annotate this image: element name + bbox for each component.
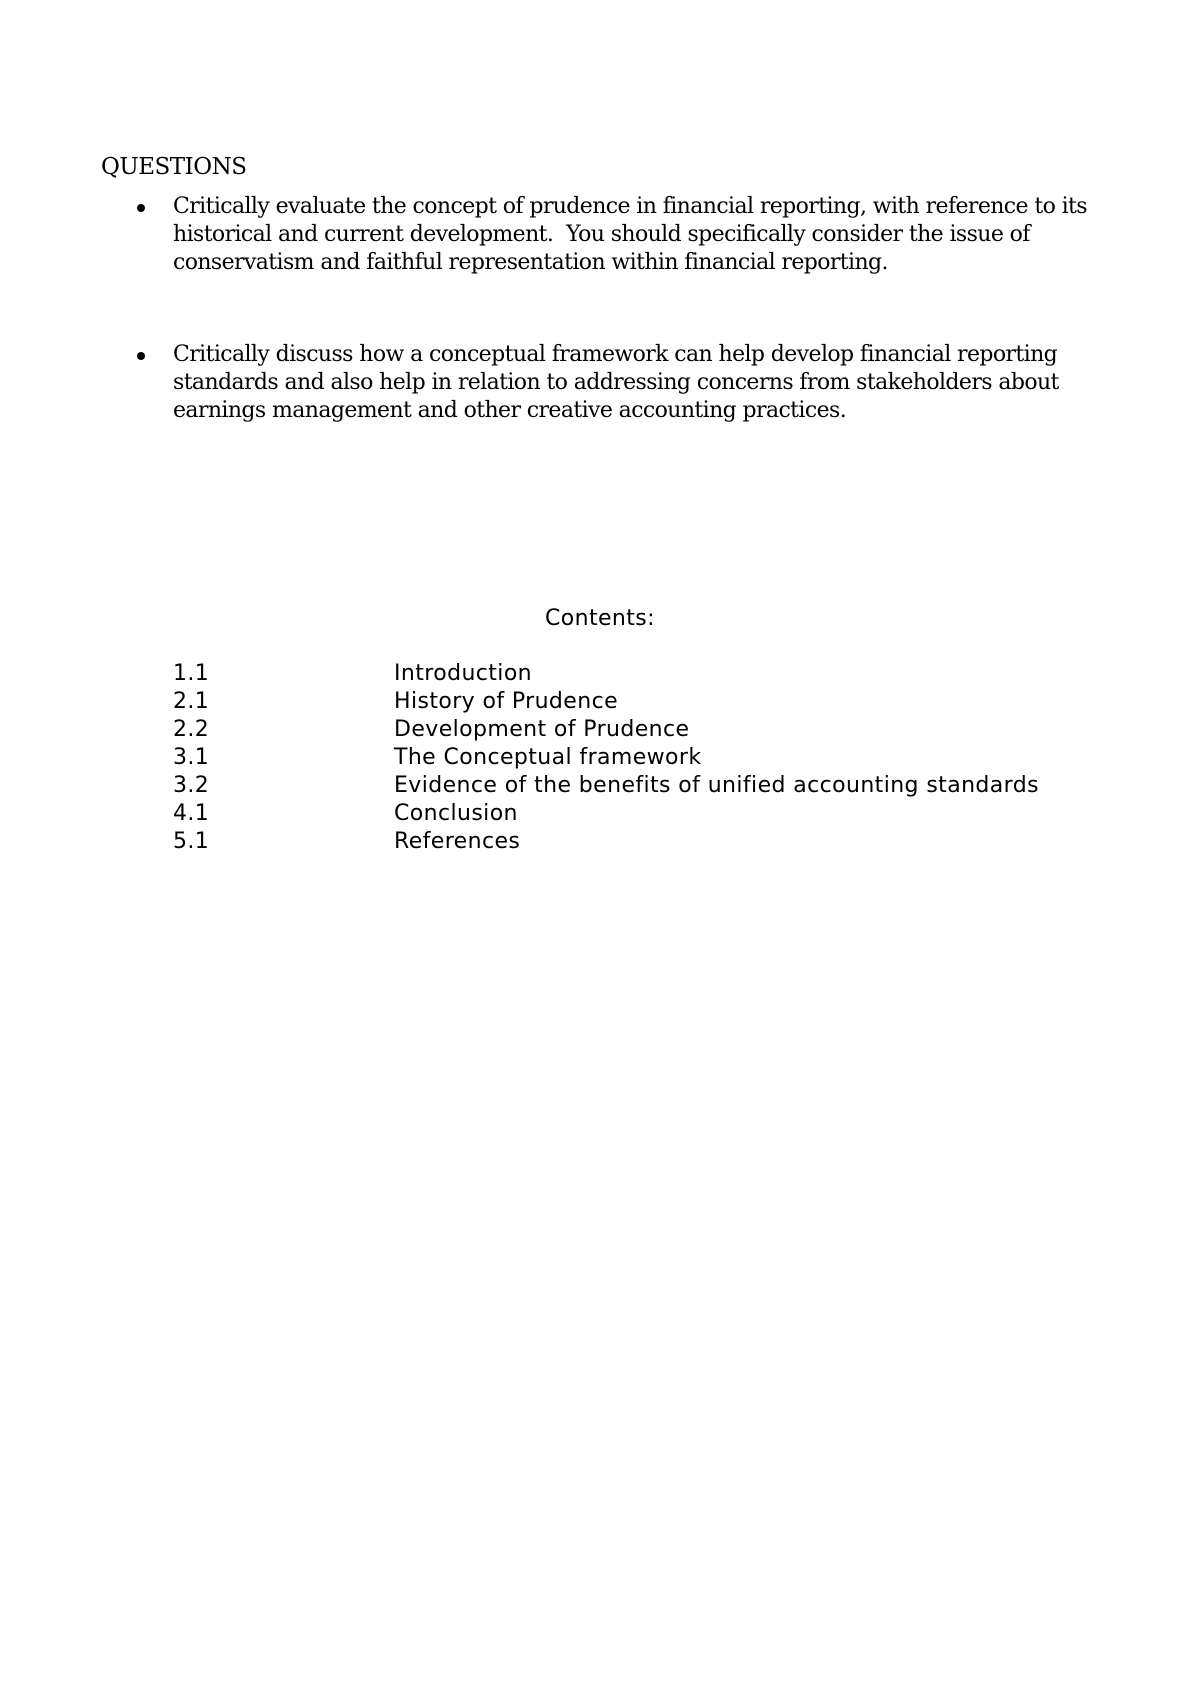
toc-number: 1.1 (173, 661, 210, 686)
question-line: Critically discuss how a conceptual framework can help develop financial reporting (173, 342, 1058, 367)
toc-row (0, 660, 1200, 688)
toc-row (0, 828, 1200, 856)
toc-number: 3.2 (173, 773, 210, 798)
toc-number: 3.1 (173, 745, 210, 770)
question-line: standards and also help in relation to addressing concerns from stakeholders about (173, 370, 1059, 395)
questions-heading: QUESTIONS (101, 154, 247, 180)
toc-row (0, 688, 1200, 716)
question-line: earnings management and other creative accounting practices. (173, 398, 847, 423)
toc-number: 2.2 (173, 717, 210, 742)
question-line: conservatism and faithful representation within financial reporting. (173, 250, 888, 275)
question-line: Critically evaluate the concept of prudence in financial reporting, with reference to its (173, 194, 1087, 219)
toc-title: Conclusion (394, 801, 518, 826)
toc-row (0, 744, 1200, 772)
contents-title: Contents: (545, 606, 655, 631)
toc-title: History of Prudence (394, 689, 619, 714)
toc-number: 4.1 (173, 801, 210, 826)
question-text (173, 193, 1133, 277)
toc-title: Development of Prudence (394, 717, 690, 742)
toc-number: 2.1 (173, 689, 210, 714)
bullet-icon (137, 204, 145, 212)
toc-title: Evidence of the benefits of unified accounting standards (394, 773, 1039, 798)
toc-title: Introduction (394, 661, 533, 686)
toc-row (0, 800, 1200, 828)
question-line: historical and current development. You should specifically consider the issue of (173, 222, 1030, 247)
question-text (173, 341, 1133, 425)
bullet-icon (137, 352, 145, 360)
toc-title: References (394, 829, 521, 854)
toc-title: The Conceptual framework (394, 745, 702, 770)
toc-row (0, 772, 1200, 800)
toc-row (0, 716, 1200, 744)
toc-number: 5.1 (173, 829, 210, 854)
